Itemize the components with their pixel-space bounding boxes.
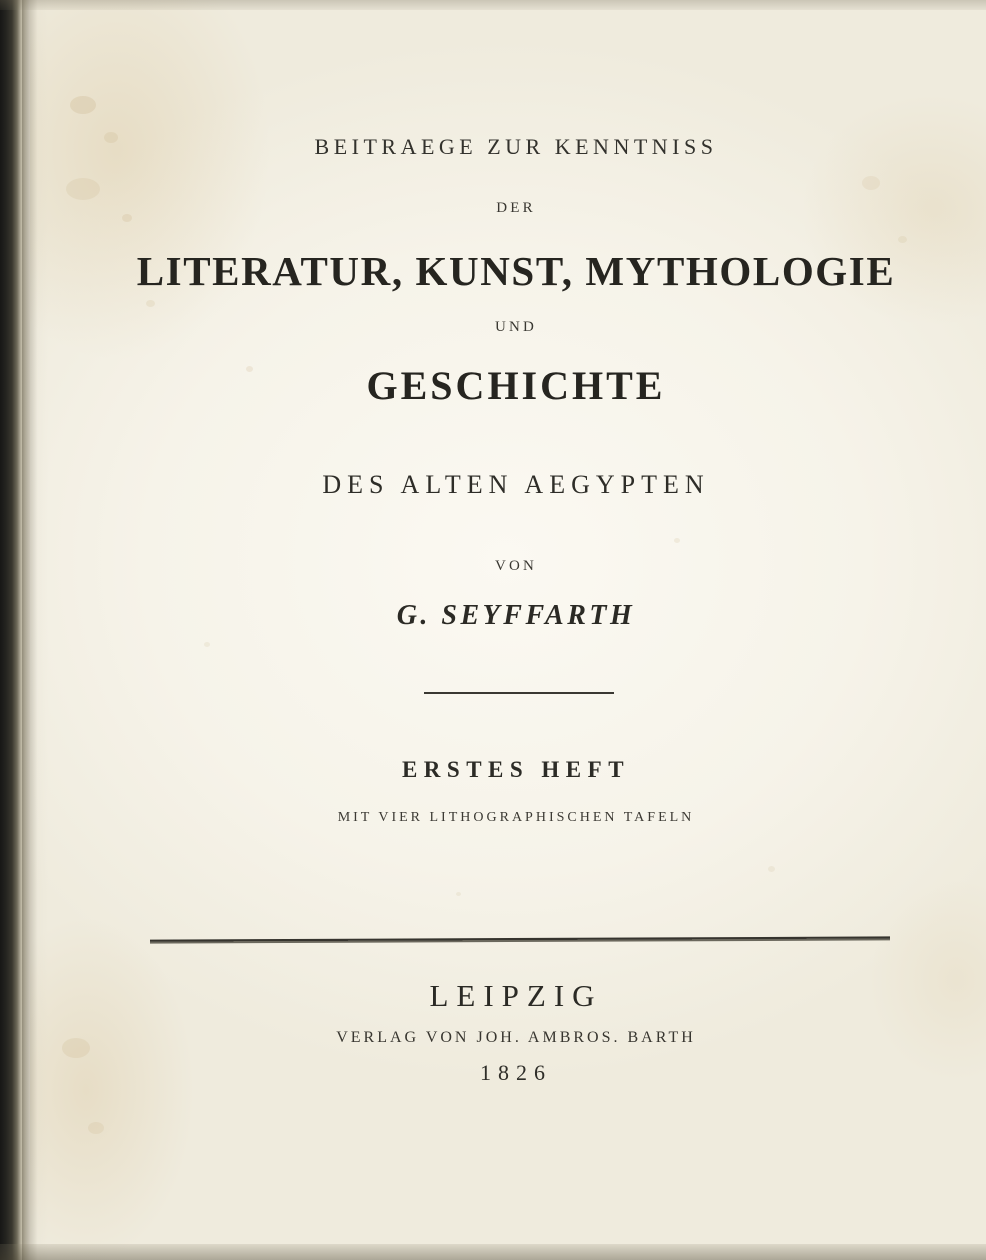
title-line-5: GESCHICHTE: [366, 363, 666, 408]
imprint-year: 1826: [480, 1060, 552, 1085]
foxing-spot: [66, 178, 100, 200]
foxing-spot: [146, 300, 155, 307]
title-line-4: UND: [494, 319, 538, 335]
foxing-spot: [204, 642, 210, 647]
foxing-spot: [768, 866, 775, 872]
paper-leaf: [26, 0, 986, 1260]
foxing-spot: [88, 1122, 104, 1134]
title-line-3: LITERATUR, KUNST, MYTHOLOGIE: [136, 248, 896, 294]
author-name: G. SEYFFARTH: [396, 600, 636, 631]
divider-rule-short: [424, 692, 614, 694]
foxing-spot: [862, 176, 880, 190]
foxing-spot: [898, 236, 907, 243]
page-top-edge: [0, 0, 986, 10]
title-line-6: DES ALTEN AEGYPTEN: [322, 470, 710, 499]
page-curl-shadow: [22, 0, 48, 1260]
page-bottom-edge: [0, 1244, 986, 1260]
issue-label: ERSTES HEFT: [401, 757, 631, 782]
title-line-1: BEITRAEGE ZUR KENNTNISS: [314, 134, 718, 159]
imprint-publisher: VERLAG VON JOH. AMBROS. BARTH: [336, 1029, 696, 1046]
title-line-2: DER: [496, 200, 536, 216]
divider-rule-long: [150, 936, 890, 943]
foxing-spot: [70, 96, 96, 114]
plates-note: MIT VIER LITHOGRAPHISCHEN TAFELN: [337, 810, 695, 825]
foxing-spot: [674, 538, 680, 543]
imprint-city: LEIPZIG: [429, 978, 603, 1013]
foxing-spot: [456, 892, 461, 896]
byline-label: VON: [494, 558, 538, 574]
